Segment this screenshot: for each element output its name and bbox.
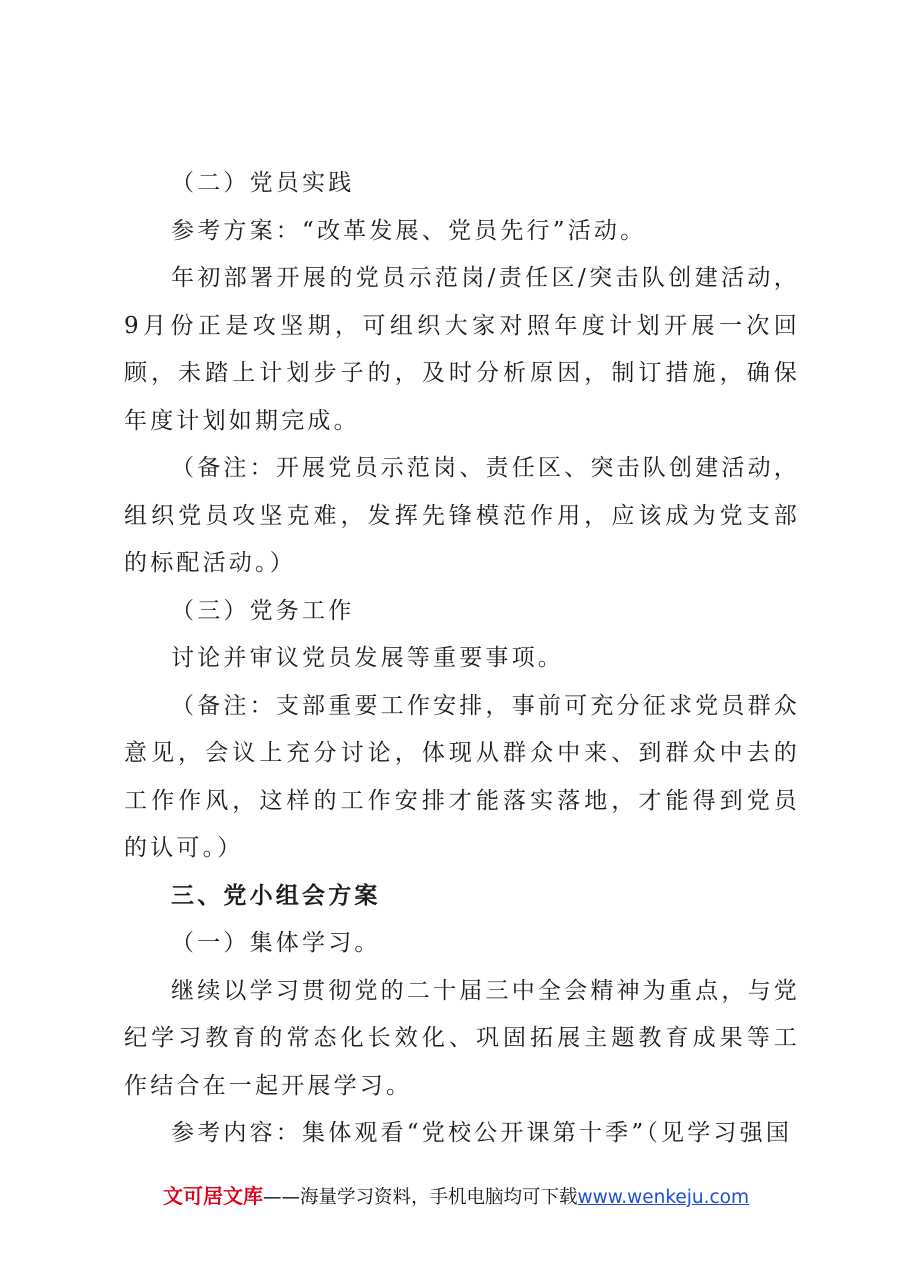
paragraph-study-focus: 继续以学习贯彻党的二十届三中全会精神为重点，与党纪学习教育的常态化长效化、巩固拓展主题教育成果等工作结合在一起开展学习。	[124, 977, 800, 1099]
footer-website-link[interactable]: www.wenkeju.com	[577, 1187, 750, 1208]
footer-brand: 文可居文库	[163, 1184, 263, 1208]
paragraph-reference-plan: 参考方案：“改革发展、党员先行”活动。	[171, 217, 647, 244]
subheading-collective-study: （一）集体学习。	[171, 930, 381, 956]
paragraph-note-work-arrangement: （备注：支部重要工作安排，事前可充分征求党员群众意见，会议上充分讨论，体现从群众中来、到群众中去的工作作风，这样的工作安排才能落实落地，才能得到党员的认可。）	[124, 692, 800, 861]
paragraph-discuss-review: 讨论并审议党员发展等重要事项。	[171, 645, 564, 671]
paragraph-note-activities: （备注：开展党员示范岗、责任区、突击队创建活动，组织党员攻坚克难，发挥先锋模范作用，应该成为党支部的标配活动。）	[124, 455, 800, 576]
footer-tagline: ——海量学习资料，手机电脑均可下载	[263, 1187, 578, 1208]
subheading-party-member-practice: （二）党员实践	[171, 170, 355, 196]
section-heading-party-group-meeting: 三、党小组会方案	[171, 882, 381, 909]
subheading-party-affairs: （三）党务工作	[171, 597, 355, 624]
paragraph-reference-content: 参考内容：集体观看“党校公开课第十季”（见学习强国	[171, 1120, 793, 1146]
document-body	[124, 160, 800, 1158]
paragraph-annual-review: 年初部署开展的党员示范岗/责任区/突击队创建活动，9月份正是攻坚期，可组织大家对照年度计划开展一次回顾，未踏上计划步子的，及时分析原因，制订措施，确保年度计划如期完成。	[124, 265, 800, 434]
page-footer	[163, 1183, 749, 1211]
